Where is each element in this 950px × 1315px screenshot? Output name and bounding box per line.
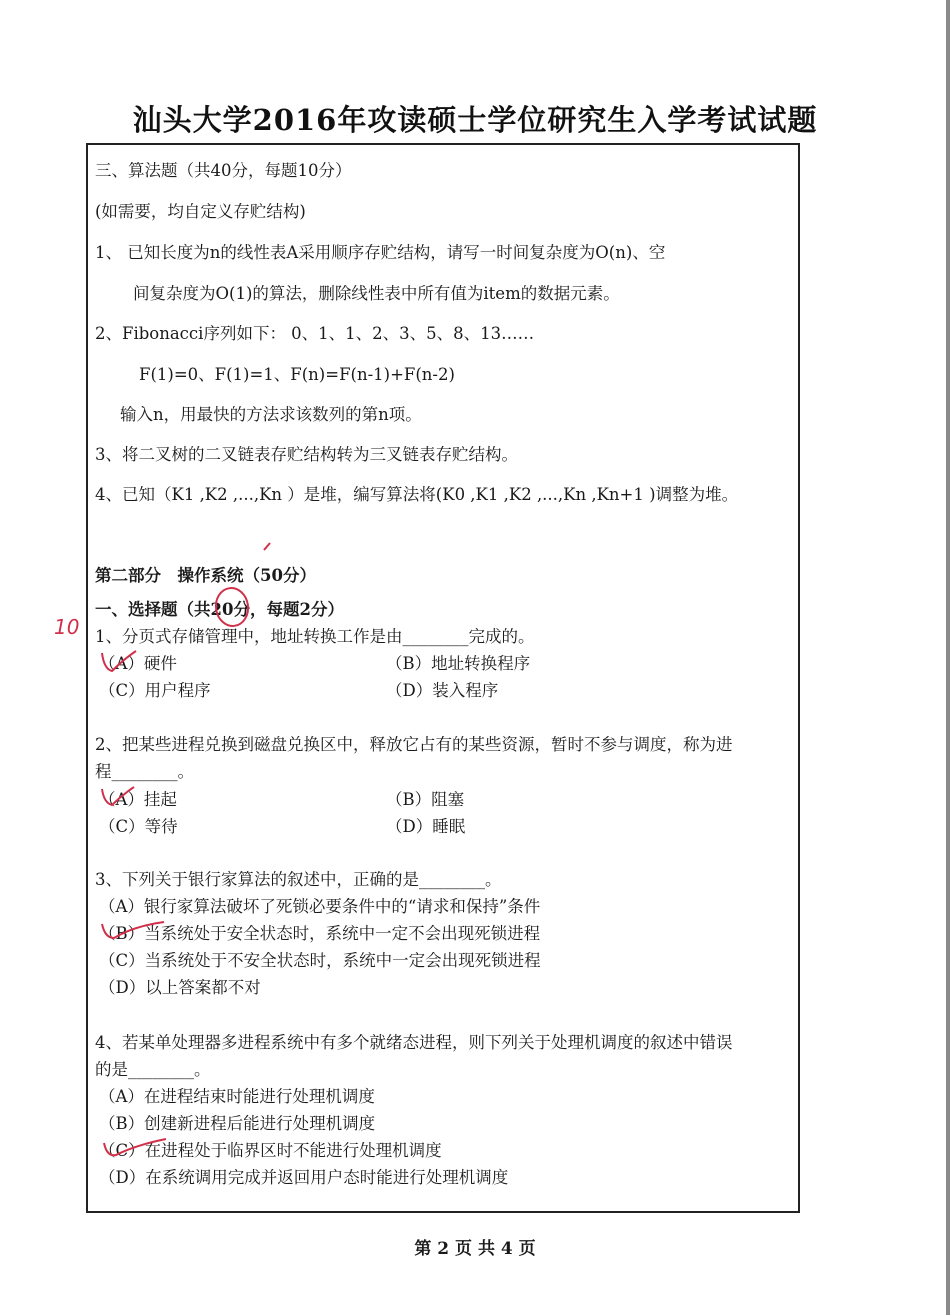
os-q3-option-b: （B）当系统处于安全状态时，系统中一定不会出现死锁进程 bbox=[99, 924, 541, 943]
os-q1-option-a: （A）硬件 bbox=[99, 654, 177, 673]
scan-edge bbox=[946, 0, 950, 1315]
os-q4-option-a: （A）在进程结束时能进行处理机调度 bbox=[99, 1087, 375, 1106]
os-q1-stem: 1、分页式存储管理中，地址转换工作是由________完成的。 bbox=[95, 627, 535, 646]
exam-title: 汕头大学2016年攻读硕士学位研究生入学考试试题 bbox=[132, 103, 818, 137]
os-q2-option-c: （C）等待 bbox=[99, 817, 178, 836]
os-q2-option-d: （D）睡眠 bbox=[386, 817, 466, 836]
os-q3-stem: 3、下列关于银行家算法的叙述中，正确的是________。 bbox=[95, 870, 502, 889]
os-q3-option-c: （C）当系统处于不安全状态时，系统中一定会出现死锁进程 bbox=[99, 951, 541, 970]
os-q1-option-c: （C）用户程序 bbox=[99, 681, 211, 700]
os-q2-option-a: （A）挂起 bbox=[99, 790, 177, 809]
algo-q2-formula: F(1)=0、F(1)=1、F(n)=F(n-1)+F(n-2) bbox=[139, 365, 455, 384]
os-part-heading: 第二部分 操作系统（50分） bbox=[95, 566, 316, 585]
algorithm-section-heading: 三、算法题（共40分，每题10分） bbox=[95, 161, 352, 180]
algo-q1-line2: 间复杂度为O(1)的算法，删除线性表中所有值为item的数据元素。 bbox=[133, 284, 620, 303]
os-q2-stem-line2: 程________。 bbox=[95, 762, 194, 781]
os-q4-option-b: （B）创建新进程后能进行处理机调度 bbox=[99, 1114, 376, 1133]
algo-q3: 3、将二叉树的二叉链表存贮结构转为三叉链表存贮结构。 bbox=[95, 445, 518, 464]
os-q2-option-b: （B）阻塞 bbox=[386, 790, 465, 809]
os-q4-stem-line2: 的是________。 bbox=[95, 1060, 211, 1079]
os-q4-option-d: （D）在系统调用完成并返回用户态时能进行处理机调度 bbox=[99, 1168, 509, 1187]
os-q4-stem-line1: 4、若某单处理器多进程系统中有多个就绪态进程，则下列关于处理机调度的叙述中错误 bbox=[95, 1033, 733, 1052]
os-q2-stem-line1: 2、把某些进程兑换到磁盘兑换区中，释放它占有的某些资源，暂时不参与调度，称为进 bbox=[95, 735, 733, 754]
algo-q1-line1: 1、 已知长度为n的线性表A采用顺序存贮结构，请写一时间复杂度为O(n)、空 bbox=[95, 243, 666, 262]
handwritten-score-mark bbox=[50, 608, 86, 642]
algorithm-note: (如需要，均自定义存贮结构) bbox=[95, 202, 306, 221]
algo-q4: 4、已知（K1 ,K2 ,...,Kn ）是堆，编写算法将(K0 ,K1 ,K2 ,...,Kn ,Kn+1 )调整为堆。 bbox=[95, 485, 739, 504]
os-q1-option-b: （B）地址转换程序 bbox=[386, 654, 531, 673]
handwritten-score-text: 10 bbox=[54, 615, 80, 639]
os-q1-option-d: （D）装入程序 bbox=[386, 681, 499, 700]
os-q4-option-c: （C）在进程处于临界区时不能进行处理机调度 bbox=[99, 1141, 442, 1160]
os-q3-option-a: （A）银行家算法破坏了死锁必要条件中的“请求和保持”条件 bbox=[99, 897, 541, 916]
os-q3-option-d: （D）以上答案都不对 bbox=[99, 978, 261, 997]
os-section-heading: 一、选择题（共20分，每题2分） bbox=[95, 600, 344, 619]
algo-q2-line1: 2、Fibonacci序列如下： 0、1、1、2、3、5、8、13…… bbox=[95, 324, 535, 343]
algo-q2-line3: 输入n，用最快的方法求该数列的第n项。 bbox=[120, 405, 422, 424]
page-number: 第 2 页 共 4 页 bbox=[414, 1239, 536, 1259]
